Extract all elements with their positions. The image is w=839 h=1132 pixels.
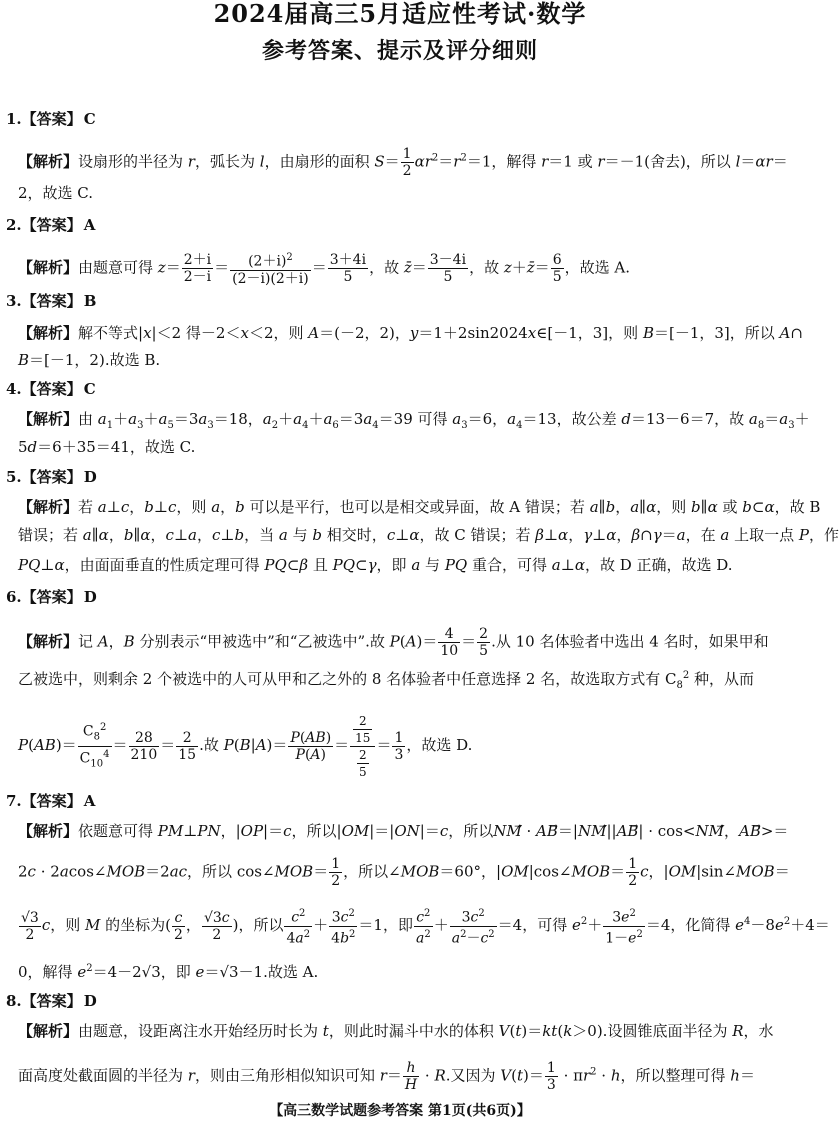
answer-choice: D — [83, 588, 97, 606]
analysis-label: 【解析】 — [18, 324, 79, 342]
answer-label: 【答案】 — [21, 992, 82, 1010]
answer-8 — [6, 990, 97, 1011]
analysis-label: 【解析】 — [18, 498, 79, 516]
answer-choice: D — [83, 992, 97, 1010]
analysis-8-line-1: 【解析】由题意，设距离注水开始经历时长为 t，则此时漏斗中水的体积 V(t)＝kt(k＞0).设圆锥底面半径为 R，水 — [18, 1022, 774, 1040]
analysis-7-line-4: 0，解得 $e^2=4-2√3$，即 e＝√3－1.故选 A. — [18, 963, 319, 981]
analysis-label: 【解析】 — [18, 822, 79, 840]
analysis-4-line-2: 5d＝6＋35＝41，故选 C. — [18, 438, 196, 456]
answer-choice: B — [83, 292, 97, 310]
question-number: 7. — [6, 792, 22, 810]
answer-6 — [6, 586, 97, 607]
analysis-3-line-1: 【解析】解不等式|x|＜2 得－2＜x＜2，则 A＝(－2，2)，y＝1＋2sin2024x∈[－1，3]，则 B＝[－1，3]，所以 A∩ — [18, 324, 803, 342]
answer-label: 【答案】 — [21, 110, 82, 128]
answer-3 — [6, 290, 96, 311]
answer-choice: D — [83, 468, 97, 486]
analysis-5-line-3: PQ⊥α，由面面垂直的性质定理可得 PQ⊂β 且 PQ⊂γ，即 a 与 PQ 重合，可得 a⊥α，故 D 正确，故选 D. — [18, 556, 733, 574]
analysis-7-line-3: $\frac{√3}{2}$ c，则 M 的坐标为( $\frac{c}{2}$ ， $\frac{√3c}{2}$ )，所以 $\frac{c^2}{4a^2}$ ＋ $\frac{3c^2}{4b^2}$ ＝1，即 $\frac{c^2}{a^2}$ ＋ $\frac{3c^2}{a^2-c^2}$ ＝4，可得 $e^2+$ $\frac{3e^2}{1-e^2}$ ＝4，化简得 $e^4-8e^2+4=$ — [21, 908, 830, 947]
analysis-label: 【解析】 — [18, 632, 79, 651]
answer-1 — [6, 108, 96, 129]
analysis-6-line-3: P(AB)＝ $\frac{C_8^2}{C_{10}^4}$ ＝ $\frac{28}{210}$ ＝ $\frac{2}{15}$ .故 P(B|A)＝ $\frac{P(AB)}{P(A)}$ ＝ $\frac{\frac{2}{15}}{\frac{2}{5}}$ ＝ $\frac{1}{3}$ ，故选 D. — [18, 713, 473, 779]
question-number: 3. — [6, 292, 22, 310]
answer-choice: A — [83, 792, 96, 810]
answer-7 — [6, 790, 95, 811]
page-title: 2024届高三5月适应性考试·数学 — [213, 0, 587, 28]
analysis-8-line-2: 面高度处截面圆的半径为 r，则由三角形相似知识可知 r＝ $\frac{h}{H}$ · R.又因为 V(t)＝ $\frac{1}{3}$ · $\pi r^2 \cdot h$，所以整理可得 h＝ — [18, 1060, 755, 1093]
page-footer: 【高三数学试题参考答案 第1页(共6页)】 — [269, 1103, 531, 1119]
answer-2 — [6, 214, 95, 235]
analysis-5-line-1: 【解析】若 a⊥c，b⊥c，则 a，b 可以是平行，也可以是相交或异面，故 A 错误；若 a∥b，a∥α，则 b∥α 或 b⊂α，故 B — [18, 498, 821, 516]
analysis-1-line-1: 【解析】设扇形的半径为 r，弧长为 l，由扇形的面积 S＝ $\frac{1}{2}$ $\alpha r^2=r^2=1$，解得 r＝1 或 r＝－1(舍去)，所以 l＝αr＝ — [18, 146, 788, 179]
answer-5 — [6, 466, 97, 487]
analysis-7-line-2: 2c · 2acos∠MOB＝2ac，所以 cos∠MOB＝ $\frac{1}{2}$ ，所以∠MOB＝60°，|OM|cos∠MOB＝ $\frac{1}{2}$ c，|OM|sin∠MOB＝ — [18, 856, 790, 889]
answer-label: 【答案】 — [21, 216, 82, 234]
analysis-5-line-2: 错误；若 a∥α，b∥α，c⊥a，c⊥b，当 a 与 b 相交时，c⊥α，故 C 错误；若 β⊥α，γ⊥α，β∩γ＝a，在 a 上取一点 P，作 — [18, 526, 839, 544]
analysis-7-line-1: 【解析】依题意可得 PM⊥PN，|OP|＝c，所以|OM|＝|ON|＝c，所以NM⃗ · AB⃗＝|NM⃗||AB⃗| · cos<NM⃗，AB⃗>＝ — [18, 822, 789, 840]
answer-label: 【答案】 — [21, 588, 82, 606]
answer-label: 【答案】 — [21, 292, 82, 310]
page-subtitle: 参考答案、提示及评分细则 — [261, 38, 538, 64]
answer-4 — [6, 378, 96, 399]
question-number: 8. — [6, 992, 22, 1010]
answer-choice: C — [83, 380, 96, 398]
analysis-3-line-2: B＝[－1，2).故选 B. — [18, 351, 161, 369]
analysis-1-line-2: 2，故选 C. — [18, 184, 94, 202]
analysis-label: 【解析】 — [18, 1022, 79, 1040]
analysis-label: 【解析】 — [18, 410, 79, 428]
question-number: 2. — [6, 216, 22, 234]
analysis-label: 【解析】 — [18, 152, 79, 171]
answer-choice: C — [83, 110, 96, 128]
answer-label: 【答案】 — [21, 468, 82, 486]
analysis-6-line-1: 【解析】记 A，B 分别表示“甲被选中”和“乙被选中”.故 P(A)＝ $\frac{4}{10}$ ＝ $\frac{2}{5}$ .从 10 名体验者中选出 4 名时，如果甲和 — [18, 626, 769, 659]
question-number: 1. — [6, 110, 22, 128]
question-number: 5. — [6, 468, 22, 486]
answer-label: 【答案】 — [21, 792, 82, 810]
analysis-6-line-2: 乙被选中，则剩余 2 个被选中的人可从甲和乙之外的 8 名体验者中任意选择 2 名，故选取方式有 $C_8^2$ 种，从而 — [18, 670, 755, 691]
answer-choice: A — [83, 216, 96, 234]
analysis-2-line-1: 【解析】由题意可得 z＝ $\frac{2+i}{2-i}$ ＝ $\frac{(2+i)^2}{(2-i)(2+i)}$ ＝ $\frac{3+4i}{5}$ ，故 z̄＝ $\frac{3-4i}{5}$ ，故 z＋z̄＝ $\frac{6}{5}$ ，故选 A. — [18, 251, 630, 287]
analysis-4-line-1: 【解析】由 $a_1+a_3+a_5=3a_3=18$，$a_2+a_4+a_6=3a_4=39$ 可得 $a_3=6$，$a_4=13$，故公差 d＝13－6＝7，故 $a_8=a_3+$ — [18, 410, 810, 431]
question-number: 4. — [6, 380, 22, 398]
question-number: 6. — [6, 588, 22, 606]
answer-label: 【答案】 — [21, 380, 82, 398]
analysis-label: 【解析】 — [18, 258, 79, 277]
